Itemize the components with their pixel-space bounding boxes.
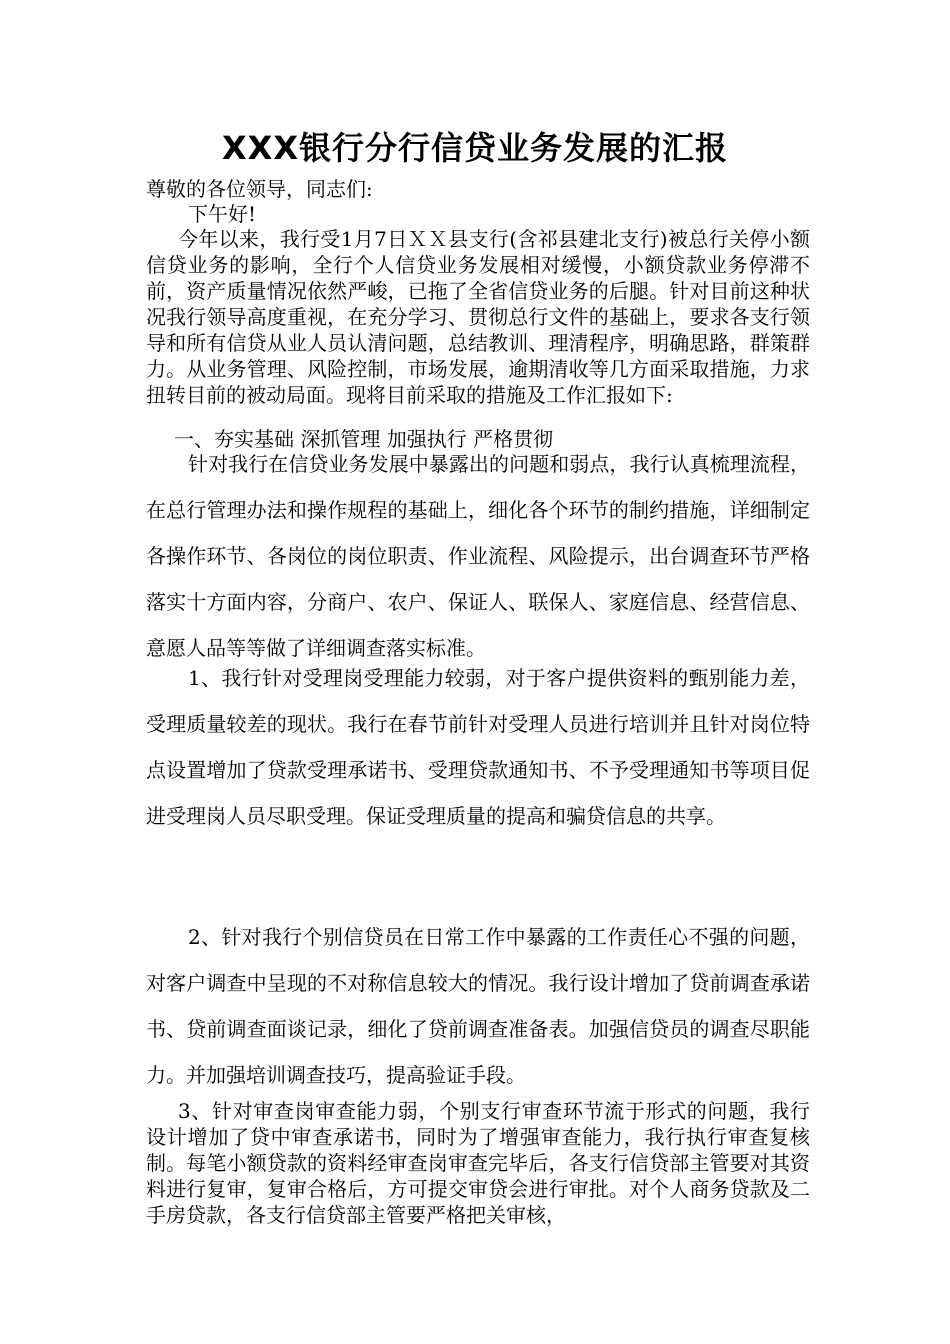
salutation: 尊敬的各位领导，同志们: — [146, 177, 373, 201]
section-heading-1: 一、夯实基础 深抓管理 加强执行 严格贯彻 — [174, 427, 554, 451]
document-title: XXX银行分行信贷业务发展的汇报 — [221, 129, 729, 167]
item-1-paragraph: 1、我行针对受理岗受理能力较弱，对于客户提供资料的甄别能力差，受理质量较差的现状。我行在春节前针对受理人员进行培训并且针对岗位特点设置增加了贷款受理承诺书、受理贷款通知书、不予受理通知书等项目促进受理岗人员尽职受理。保证受理质量的提高和骗贷信息的共享。 — [146, 666, 810, 828]
greeting: 下午好! — [188, 202, 257, 226]
item-2-paragraph: 2、针对我行个别信贷员在日常工作中暴露的工作责任心不强的问题，对客户调查中呈现的不对称信息较大的情况。我行设计增加了贷前调查承诺书、贷前调查面谈记录，细化了贷前调查准备表。加强信贷员的调查尽职能力。并加强培训调查技巧，提高验证手段。 — [146, 925, 810, 1087]
item-3-paragraph: 3、针对审查岗审查能力弱，个别支行审查环节流于形式的问题，我行设计增加了贷中审查承诺书，同时为了增强审查能力，我行执行审查复核制。每笔小额贷款的资料经审查岗审查完毕后，各支行信贷部主管要对其资料进行复审，复审合格后，方可提交审贷会进行审批。对个人商务贷款及二手房贷款，各支行信贷部主管要严格把关审核， — [146, 1099, 810, 1227]
intro-paragraph: 今年以来，我行受1月7日ＸＸ县支行(含祁县建北支行)被总行关停小额信贷业务的影响，全行个人信贷业务发展相对缓慢，小额贷款业务停滞不前，资产质量情况依然严峻，已拖了全省信贷业务的后腿。针对目前这种状况我行领导高度重视，在充分学习、贯彻总行文件的基础上，要求各支行领导和所有信贷从业人员认清问题，总结教训、理清程序，明确思路，群策群力。从业务管理、风险控制，市场发展，逾期清收等几方面采取措施，力求扭转目前的被动局面。现将目前采取的措施及工作汇报如下: — [146, 227, 810, 407]
section1-body: 针对我行在信贷业务发展中暴露出的问题和弱点，我行认真梳理流程，在总行管理办法和操作规程的基础上，细化各个环节的制约措施，详细制定各操作环节、各岗位的岗位职责、作业流程、风险提示，出台调查环节严格落实十方面内容，分商户、农户、保证人、联保人、家庭信息、经营信息、意愿人品等等做了详细调查落实标准。 — [146, 452, 810, 660]
